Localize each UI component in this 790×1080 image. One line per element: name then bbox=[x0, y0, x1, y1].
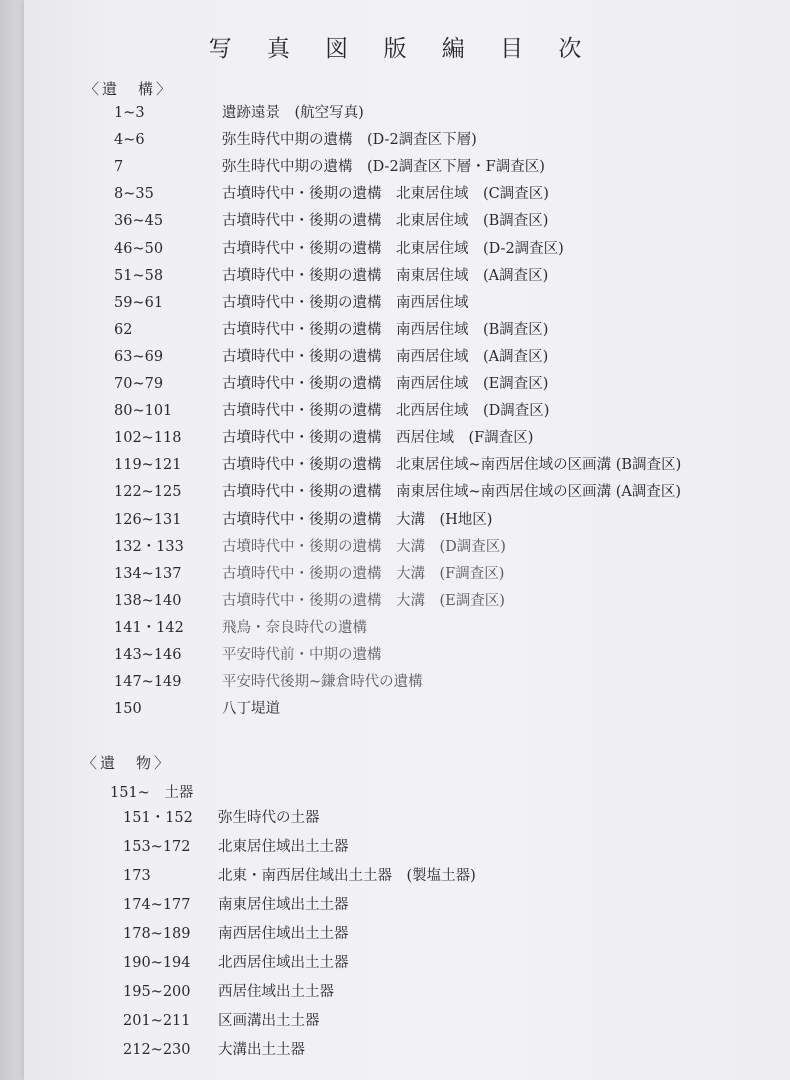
plate-number: 190~194 bbox=[123, 955, 191, 971]
plate-description: 古墳時代中・後期の遺構 北東居住域~南西居住域の区画溝 (B調査区) bbox=[222, 457, 682, 474]
plate-number: 122~125 bbox=[114, 484, 182, 501]
plate-description: 大溝出土土器 bbox=[218, 1042, 305, 1058]
list-item bbox=[114, 426, 760, 450]
list-item bbox=[114, 237, 760, 261]
plate-description: 南西居住域出土土器 bbox=[218, 926, 349, 942]
plate-number: 150 bbox=[114, 701, 142, 718]
list-item bbox=[123, 980, 760, 1004]
plate-description: 遺跡遠景 (航空写真) bbox=[222, 105, 364, 121]
section-heading-features: 〈遺 構〉 bbox=[84, 80, 175, 98]
plate-number: 134~137 bbox=[114, 565, 182, 582]
plate-description: 八丁堤道 bbox=[222, 701, 280, 718]
plate-number: 36~45 bbox=[114, 213, 164, 230]
list-item bbox=[123, 922, 760, 946]
list-item bbox=[123, 893, 760, 917]
plate-description: 弥生時代中期の遺構 (D-2調査区下層) bbox=[222, 132, 477, 149]
list-item bbox=[123, 806, 760, 830]
plate-description: 北東居住域出土土器 bbox=[218, 839, 349, 855]
plate-description: 古墳時代中・後期の遺構 大溝 (D調査区) bbox=[222, 538, 506, 555]
list-item bbox=[123, 835, 760, 859]
plate-number: 46~50 bbox=[114, 240, 164, 257]
plate-description: 古墳時代中・後期の遺構 北東居住域 (D-2調査区) bbox=[222, 240, 564, 257]
plate-description: 飛鳥・奈良時代の遺構 bbox=[222, 619, 367, 636]
plate-description: 北東・南西居住域出土土器 (製塩土器) bbox=[218, 868, 476, 884]
page-gutter bbox=[0, 0, 24, 1080]
list-item bbox=[114, 372, 760, 396]
plate-description: 古墳時代中・後期の遺構 南西居住域 (B調査区) bbox=[222, 321, 549, 338]
plate-number: 1~3 bbox=[114, 105, 145, 121]
plate-description: 西居住域出土土器 bbox=[218, 984, 334, 1000]
list-item bbox=[114, 182, 760, 206]
plate-number: 201~211 bbox=[123, 1013, 191, 1029]
plate-description: 古墳時代中・後期の遺構 南西居住域 (A調査区) bbox=[222, 348, 549, 365]
list-item bbox=[123, 1038, 760, 1062]
plate-description: 古墳時代中・後期の遺構 北東居住域 (C調査区) bbox=[222, 186, 549, 203]
list-item bbox=[114, 264, 760, 288]
list-item bbox=[114, 480, 760, 504]
plate-description: 古墳時代中・後期の遺構 南東居住域~南西居住域の区画溝 (A調査区) bbox=[222, 484, 682, 501]
list-item bbox=[123, 864, 760, 888]
plate-number: 102~118 bbox=[114, 430, 182, 447]
plate-number: 119~121 bbox=[114, 457, 182, 474]
plate-number: 59~61 bbox=[114, 294, 164, 311]
plate-description: 古墳時代中・後期の遺構 西居住域 (F調査区) bbox=[222, 430, 534, 447]
list-item bbox=[114, 345, 760, 369]
plate-description: 古墳時代中・後期の遺構 大溝 (E調査区) bbox=[222, 592, 505, 609]
plate-description: 北西居住域出土土器 bbox=[218, 955, 349, 971]
section-heading-artifacts: 〈遺 物〉 bbox=[82, 754, 173, 772]
list-item bbox=[114, 399, 760, 423]
plate-number: 80~101 bbox=[114, 403, 173, 420]
list-item bbox=[114, 616, 760, 640]
plate-number: 174~177 bbox=[123, 897, 191, 913]
plate-description: 古墳時代中・後期の遺構 大溝 (F調査区) bbox=[222, 565, 505, 582]
list-item bbox=[114, 318, 760, 342]
plate-description: 古墳時代中・後期の遺構 南西居住域 bbox=[222, 294, 469, 311]
plate-description: 古墳時代中・後期の遺構 大溝 (H地区) bbox=[222, 511, 493, 528]
plate-description: 弥生時代中期の遺構 (D-2調査区下層・F調査区) bbox=[222, 159, 545, 176]
plate-number: 70~79 bbox=[114, 376, 164, 392]
plate-number: 178~189 bbox=[123, 926, 191, 942]
plate-number: 132・133 bbox=[114, 538, 184, 555]
plate-number: 195~200 bbox=[123, 984, 191, 1000]
plate-number: 51~58 bbox=[114, 267, 164, 284]
plate-description: 平安時代後期~鎌倉時代の遺構 bbox=[222, 674, 423, 691]
page-title: 写 真 図 版 編 目 次 bbox=[208, 36, 596, 62]
plate-description: 南東居住域出土土器 bbox=[218, 897, 349, 913]
list-item bbox=[123, 1009, 760, 1033]
list-item bbox=[114, 562, 760, 586]
list-item bbox=[114, 128, 760, 152]
list-item bbox=[114, 508, 760, 532]
plate-number: 212~230 bbox=[123, 1042, 191, 1058]
list-item bbox=[114, 101, 760, 125]
plate-number: 151・152 bbox=[123, 810, 193, 826]
plate-number: 126~131 bbox=[114, 511, 182, 528]
plate-description: 古墳時代中・後期の遺構 北西居住域 (D調査区) bbox=[222, 403, 550, 420]
plate-number: 153~172 bbox=[123, 839, 191, 855]
plate-description: 区画溝出土土器 bbox=[218, 1013, 320, 1029]
list-item bbox=[114, 697, 760, 721]
list-item bbox=[114, 291, 760, 315]
section-subheading-pottery: 151~ 土器 bbox=[110, 785, 194, 801]
plate-number: 62 bbox=[114, 321, 133, 338]
plate-number: 147~149 bbox=[114, 674, 182, 691]
list-item bbox=[114, 453, 760, 477]
list-item bbox=[114, 155, 760, 179]
plate-number: 138~140 bbox=[114, 592, 182, 609]
list-item bbox=[114, 643, 760, 667]
plate-number: 63~69 bbox=[114, 348, 164, 365]
plate-number: 8~35 bbox=[114, 186, 154, 203]
plate-description: 弥生時代の土器 bbox=[218, 810, 320, 826]
plate-number: 143~146 bbox=[114, 647, 182, 663]
plate-number: 7 bbox=[114, 159, 124, 176]
list-item bbox=[114, 535, 760, 559]
list-item bbox=[114, 209, 760, 233]
plate-description: 古墳時代中・後期の遺構 南東居住域 (A調査区) bbox=[222, 267, 549, 284]
list-item bbox=[114, 589, 760, 613]
list-item bbox=[114, 670, 760, 694]
plate-description: 古墳時代中・後期の遺構 北東居住域 (B調査区) bbox=[222, 213, 549, 230]
plate-description: 古墳時代中・後期の遺構 南西居住域 (E調査区) bbox=[222, 376, 549, 392]
plate-number: 173 bbox=[123, 868, 151, 884]
list-item bbox=[123, 951, 760, 975]
plate-description: 平安時代前・中期の遺構 bbox=[222, 647, 382, 663]
plate-number: 4~6 bbox=[114, 132, 145, 149]
plate-number: 141・142 bbox=[114, 619, 184, 636]
